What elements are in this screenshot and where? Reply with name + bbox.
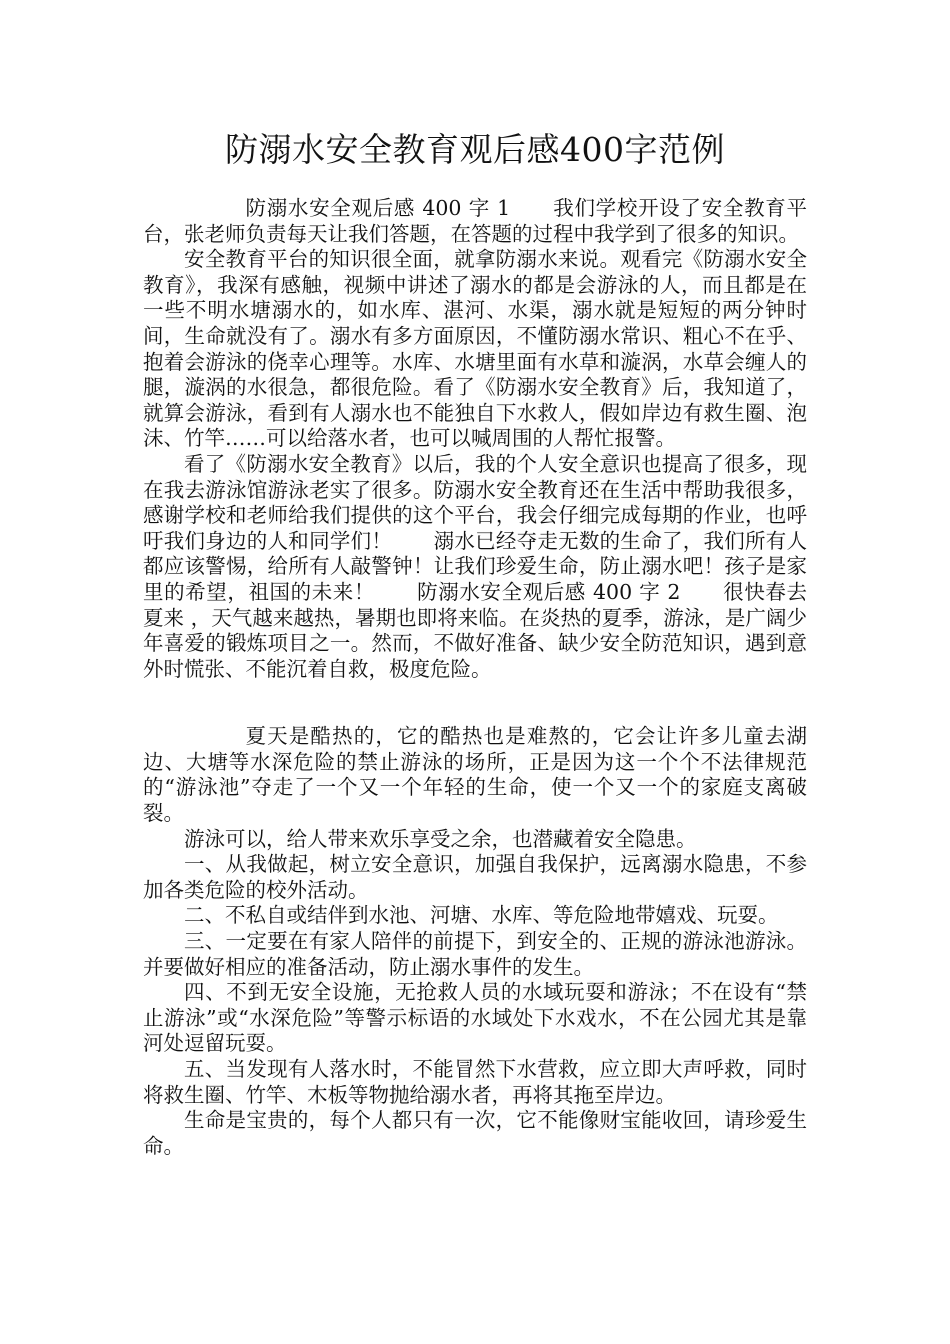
paragraph-10: 五、当发现有人落水时，不能冒然下水营救，应立即大声呼救，同时将救生圈、竹竿、木板等物抛给溺水者，再将其拖至岸边。: [143, 1057, 807, 1107]
paragraph-6: 一、从我做起，树立安全意识，加强自我保护，远离溺水隐患，不参加各类危险的校外活动。: [143, 852, 807, 902]
paragraph-2: 安全教育平台的知识很全面，就拿防溺水来说。观看完《防溺水安全教育》，我深有感触，视频中讲述了溺水的都是会游泳的人，而且都是在一些不明水塘溺水的，如水库、湛河、水渠，溺水就是短短的两分钟时间，生命就没有了。溺水有多方面原因，不懂防溺水常识、粗心不在乎、抱着会游泳的侥幸心理等。水库、水塘里面有水草和漩涡，水草会缠人的腿，漩涡的水很急，都很危险。看了《防溺水安全教育》后，我知道了，就算会游泳，看到有人溺水也不能独自下水救人，假如岸边有救生圈、泡沫、竹竿……可以给落水者，也可以喊周围的人帮忙报警。: [143, 247, 807, 451]
document-body: [143, 196, 807, 1159]
paragraph-5: 游泳可以，给人带来欢乐享受之余，也潜藏着安全隐患。: [184, 826, 697, 851]
paragraph-4: 夏天是酷热的，它的酷热也是难熬的，它会让许多儿童去湖边、大塘等水深危险的禁止游泳的场所，正是因为这一个个不法律规范的“游泳池”夺走了一个又一个年轻的生命，使一个又一个的家庭支离破裂。: [143, 724, 807, 826]
paragraph-7: 二、不私自或结伴到水池、河塘、水库、等危险地带嬉戏、玩耍。: [184, 903, 779, 928]
paragraph-11: 生命是宝贵的，每个人都只有一次，它不能像财宝能收回，请珍爱生命。: [143, 1108, 807, 1158]
paragraph-9: 四、不到无安全设施，无抢救人员的水域玩耍和游泳；不在设有“禁止游泳”或“水深危险”等警示标语的水域处下水戏水，不在公园尤其是靠河处逗留玩耍。: [143, 980, 807, 1056]
document-title: 防溺水安全教育观后感400字范例: [225, 130, 725, 169]
blank-line: [143, 682, 807, 724]
paragraph-1: 防溺水安全观后感 400 字 1 我们学校开设了安全教育平台，张老师负责每天让我们答题，在答题的过程中我学到了很多的知识。: [143, 196, 807, 246]
paragraph-8: 三、一定要在有家人陪伴的前提下，到安全的、正规的游泳池游泳。并要做好相应的准备活动，防止溺水事件的发生。: [143, 929, 807, 979]
paragraph-3: 看了《防溺水安全教育》以后，我的个人安全意识也提高了很多，现在我去游泳馆游泳老实了很多。防溺水安全教育还在生活中帮助我很多，感谢学校和老师给我们提供的这个平台，我会仔细完成每期的作业，也呼吁我们身边的人和同学们！ 溺水已经夺走无数的生命了，我们所有人都应该警惕，给所有人敲警钟！让我们珍爱生命，防止溺水吧！孩子是家里的希望，祖国的未来！ 防溺水安全观后感 400 字 2 很快春去夏来 ，天气越来越热，暑期也即将来临。在炎热的夏季，游泳，是广阔少年喜爱的锻炼项目之一。然而，不做好准备、缺少安全防范知识，遇到意外时慌张、不能沉着自救，极度危险。: [143, 451, 807, 681]
